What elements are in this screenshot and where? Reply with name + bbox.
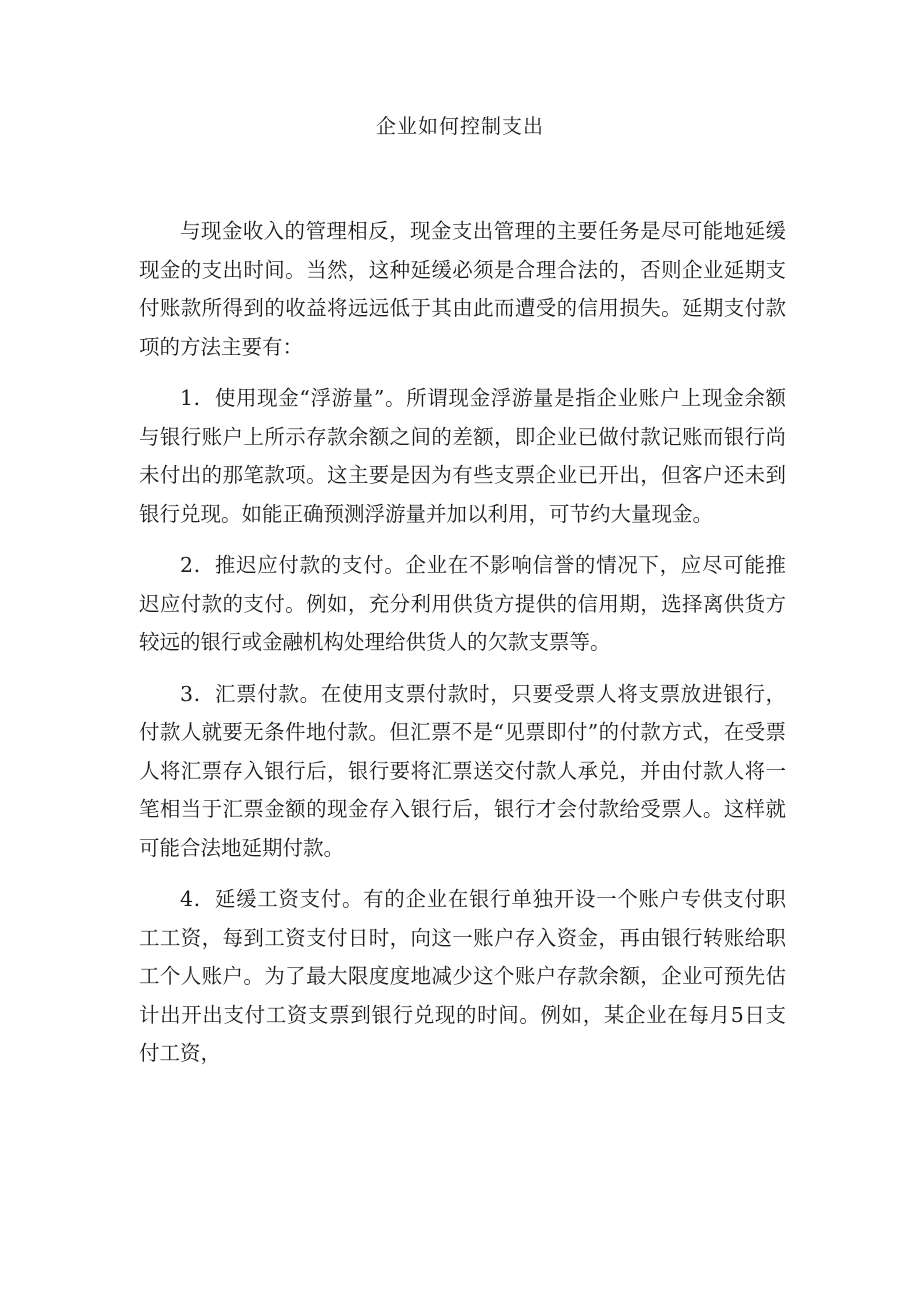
paragraph-intro: 与现金收入的管理相反，现金支出管理的主要任务是尽可能地延缓现金的支出时间。当然，这种延缓必须是合理合法的，否则企业延期支付账款所得到的收益将远远低于其由此而遭受的信用损失。延期支付款项的方法主要有： — [139, 219, 786, 359]
paragraph-item-3: 3．汇票付款。在使用支票付款时，只要受票人将支票放进银行，付款人就要无条件地付款。但汇票不是“见票即付”的付款方式，在受票人将汇票存入银行后，银行要将汇票送交付款人承兑，并由付款人将一笔相当于汇票金额的现金存入银行后，银行才会付款给受票人。这样就可能合法地延期付款。 — [139, 681, 786, 860]
document-body — [139, 212, 786, 1086]
paragraph-item-1: 1．使用现金“浮游量”。所谓现金浮游量是指企业账户上现金余额与银行账户上所示存款余额之间的差额，即企业已做付款记账而银行尚未付出的那笔款项。这主要是因为有些支票企业已开出，但客户还未到银行兑现。如能正确预测浮游量并加以利用，可节约大量现金。 — [139, 386, 786, 526]
document-title: 企业如何控制支出 — [376, 114, 544, 138]
paragraph-item-4: 4．延缓工资支付。有的企业在银行单独开设一个账户专供支付职工工资，每到工资支付日时，向这一账户存入资金，再由银行转账给职工个人账户。为了最大限度度地减少这个账户存款余额，企业可预先估计出开出支付工资支票到银行兑现的时间。例如，某企业在每月5日支付工资， — [139, 887, 786, 1065]
paragraph-item-2: 2．推迟应付款的支付。企业在不影响信誉的情况下，应尽可能推迟应付款的支付。例如，充分利用供货方提供的信用期，选择离供货方较远的银行或金融机构处理给供货人的欠款支票等。 — [139, 553, 786, 654]
